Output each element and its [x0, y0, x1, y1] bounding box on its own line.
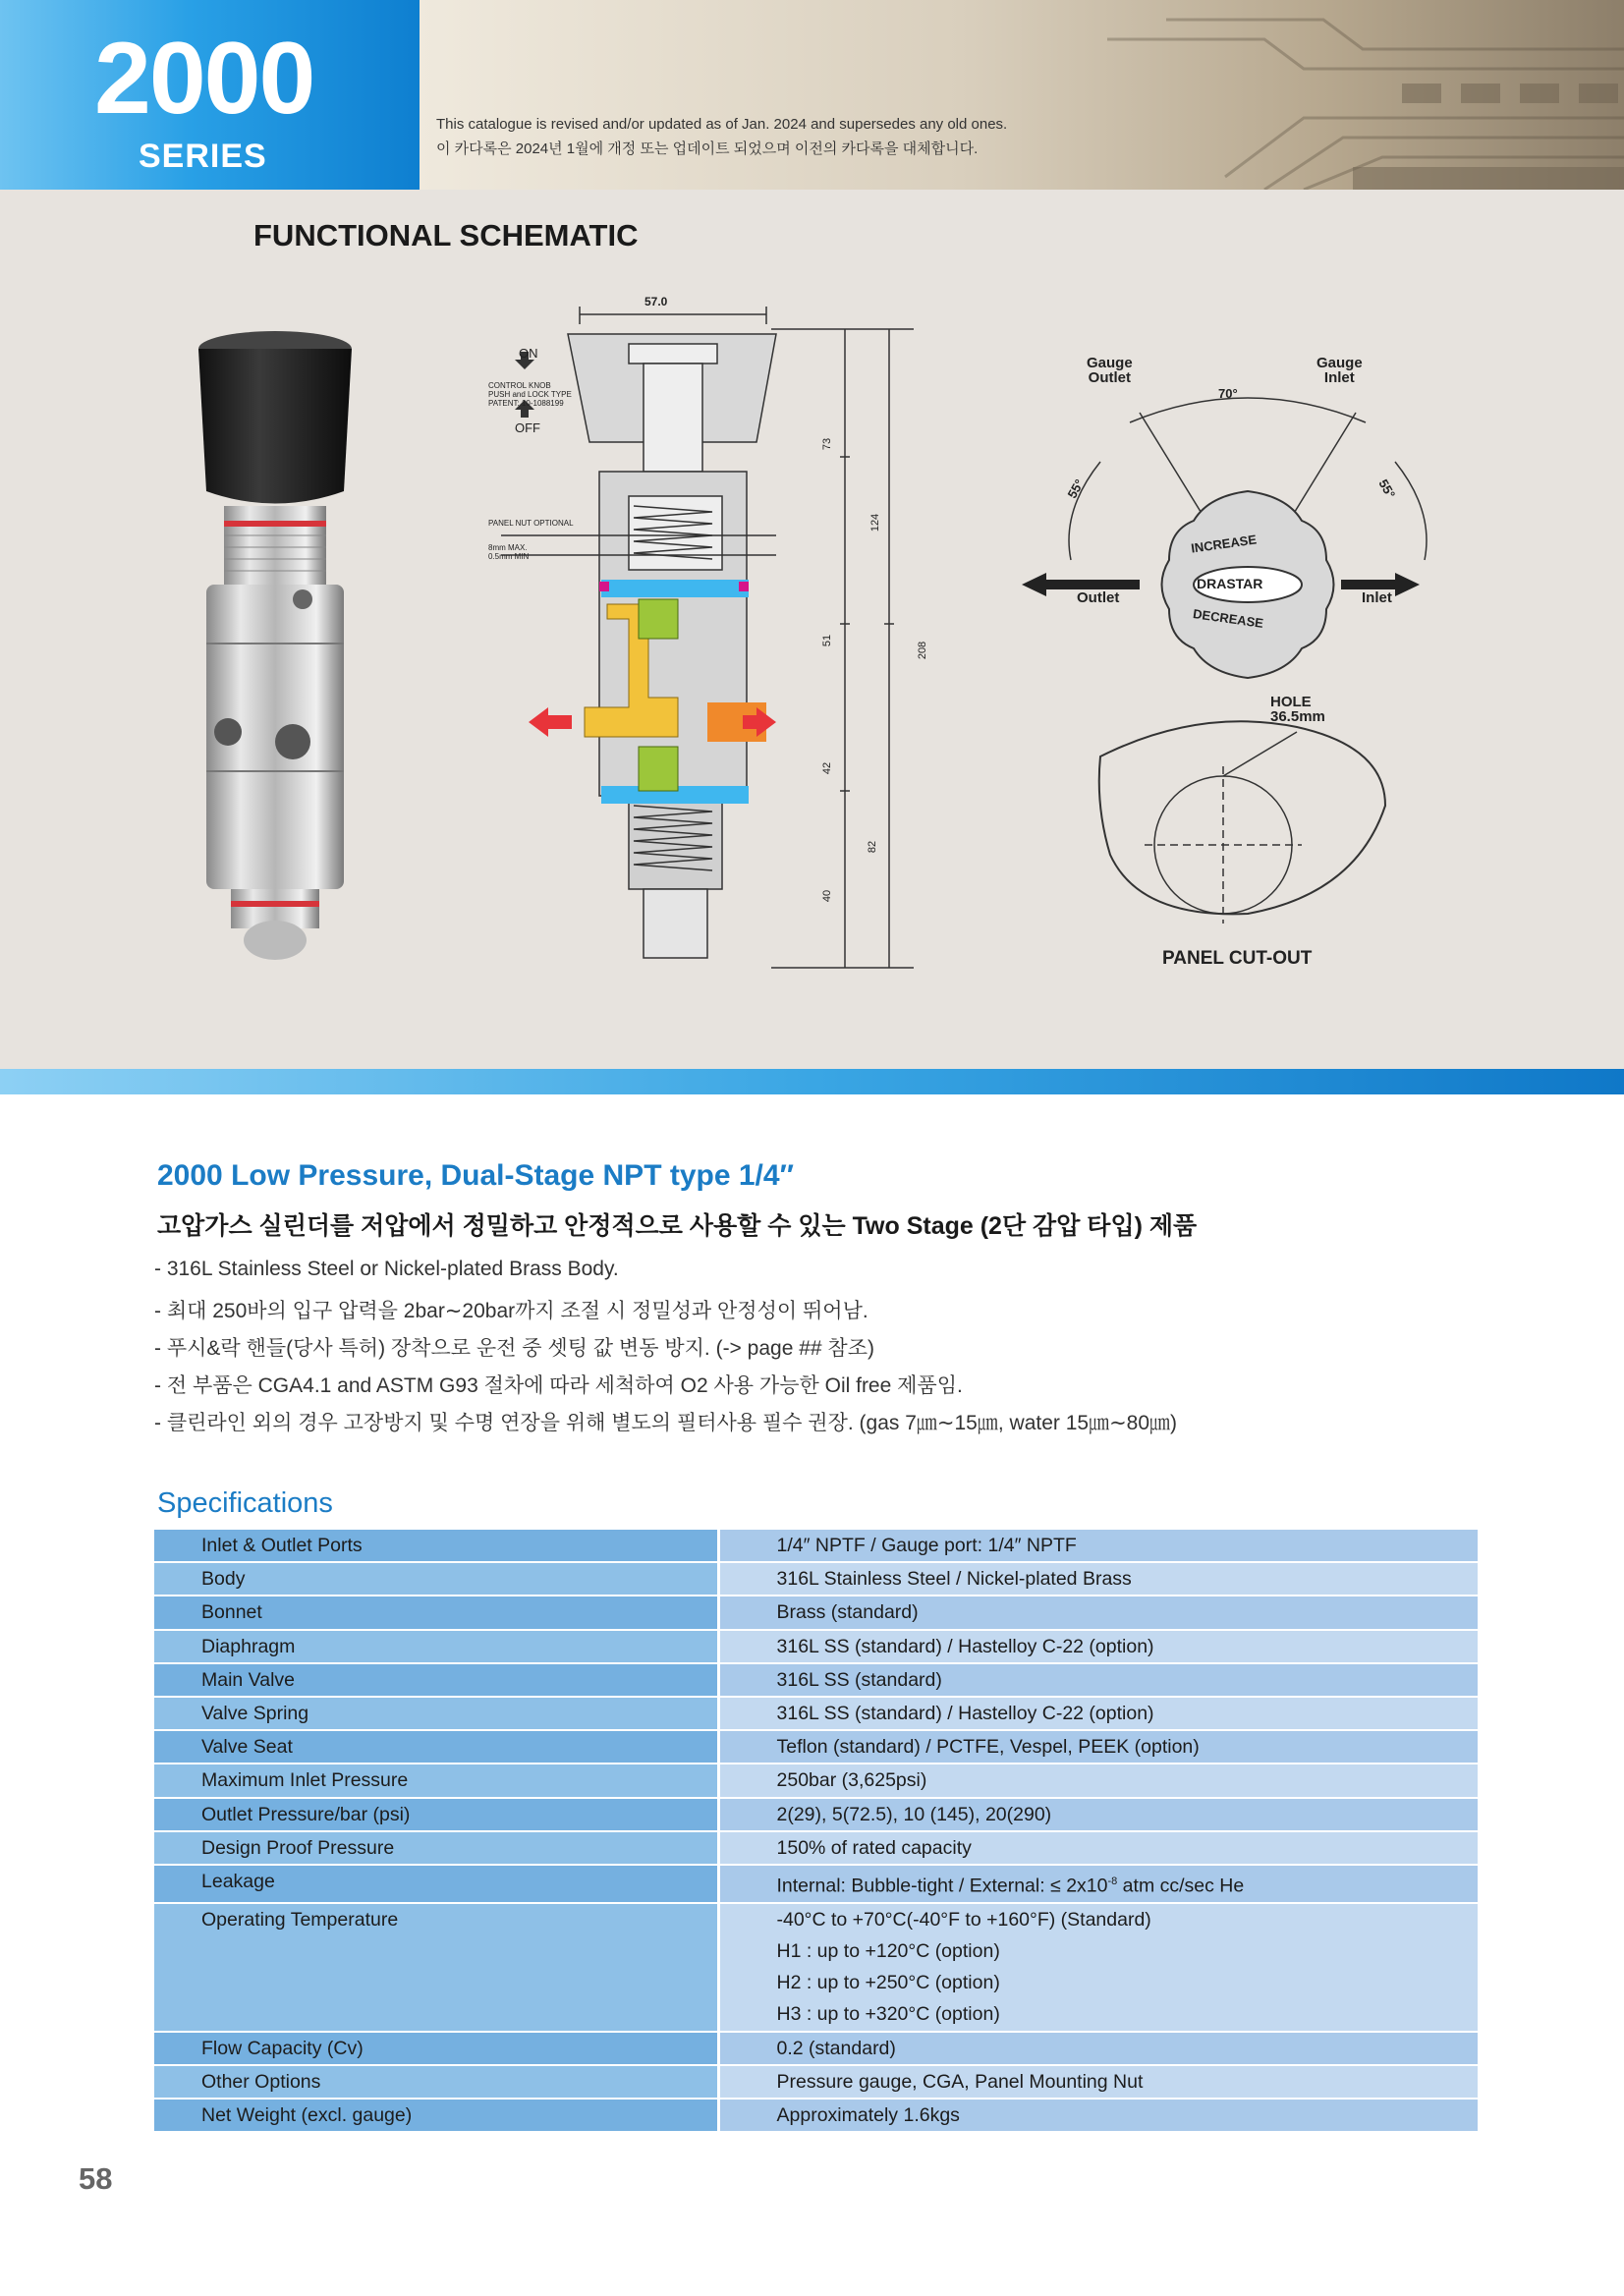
spec-value: Brass (standard)	[718, 1596, 1478, 1629]
spec-value: 150% of rated capacity	[718, 1831, 1478, 1865]
specifications-heading: Specifications	[157, 1487, 333, 1519]
spec-label: Bonnet	[154, 1596, 718, 1629]
spec-label: Leakage	[154, 1865, 718, 1903]
dim-73: 73	[821, 437, 834, 451]
leakage-exponent: -8	[1107, 1876, 1118, 1888]
angle-70-label: 70°	[1218, 386, 1238, 401]
table-row	[154, 1865, 1478, 1903]
spec-value: Pressure gauge, CGA, Panel Mounting Nut	[718, 2065, 1478, 2099]
leakage-prefix: Internal: Bubble-tight / External: ≤ 2x10	[776, 1875, 1108, 1897]
table-row	[154, 1562, 1478, 1596]
table-row	[154, 1831, 1478, 1865]
spec-label: Diaphragm	[154, 1630, 718, 1663]
spec-value-multiline	[718, 1903, 1478, 2032]
feature-item: - 푸시&락 핸들(당사 특허) 장착으로 운전 중 셋팅 값 변동 방지. (-> page ## 참조)	[154, 1337, 874, 1360]
knob-control-line: CONTROL KNOB	[488, 381, 551, 390]
product-subtitle: 고압가스 실린더를 저압에서 정밀하고 안정적으로 사용할 수 있는 Two Stage (2단 감압 타입) 제품	[157, 1212, 1198, 1240]
thickness-min: 0.5mm MIN	[488, 552, 530, 561]
revision-note-en: This catalogue is revised and/or updated as of Jan. 2024 and supersedes any old ones.	[436, 116, 1008, 133]
feature-item: - 최대 250바의 입구 압력을 2bar∼20bar까지 조절 시 정밀성과 안정성이 뛰어남.	[154, 1300, 868, 1322]
spec-value: 316L SS (standard) / Hastelloy C-22 (option)	[718, 1697, 1478, 1730]
hole-label	[1270, 695, 1325, 724]
panel-nut-label: PANEL NUT OPTIONAL	[488, 519, 574, 528]
dim-208: 208	[917, 641, 929, 660]
series-word: SERIES	[139, 138, 267, 175]
spec-label: Net Weight (excl. gauge)	[154, 2099, 718, 2132]
table-row	[154, 1596, 1478, 1629]
feature-item: - 전 부품은 CGA4.1 and ASTM G93 절차에 따라 세척하여 O2 사용 가능한 Oil free 제품임.	[154, 1374, 963, 1397]
spec-value: 1/4″ NPTF / Gauge port: 1/4″ NPTF	[718, 1530, 1478, 1562]
section-divider-bar	[0, 1069, 1624, 1094]
table-row	[154, 1630, 1478, 1663]
spec-label: Main Valve	[154, 1663, 718, 1697]
spec-value: 0.2 (standard)	[718, 2032, 1478, 2065]
outlet-label: Outlet	[1077, 589, 1120, 606]
table-row	[154, 1730, 1478, 1764]
knob-push-line: PUSH and LOCK TYPE	[488, 390, 572, 399]
angle-55-right-label: 55°	[1375, 476, 1399, 501]
table-row	[154, 1530, 1478, 1562]
spec-value-line: H1 : up to +120°C (option)	[776, 1939, 1000, 1962]
dim-40: 40	[821, 889, 834, 903]
schematic-title: FUNCTIONAL SCHEMATIC	[253, 218, 639, 252]
page-number: 58	[79, 2161, 113, 2196]
dim-width-label: 57.0	[644, 295, 668, 308]
top-view-drawing	[1002, 383, 1444, 973]
spec-label: Outlet Pressure/bar (psi)	[154, 1798, 718, 1831]
spec-value: 316L Stainless Steel / Nickel-plated Brass	[718, 1562, 1478, 1596]
dim-51: 51	[821, 634, 834, 647]
spec-value-line: H2 : up to +250°C (option)	[776, 1972, 1000, 1994]
spec-value: 2(29), 5(72.5), 10 (145), 20(290)	[718, 1798, 1478, 1831]
thickness-max: 8mm MAX.	[488, 543, 528, 552]
feature-item: - 클린라인 외의 경우 고장방지 및 수명 연장을 위해 별도의 필터사용 필수 권장. (gas 7㎛∼15㎛, water 15㎛∼80㎛)	[154, 1412, 1178, 1434]
knob-off-label: OFF	[515, 420, 540, 435]
regulator-photo	[177, 319, 403, 968]
table-row	[154, 1903, 1478, 2032]
knob-patent-line: PATENT: 10-1088199	[488, 399, 564, 408]
series-number: 2000	[94, 22, 314, 136]
spec-label: Valve Seat	[154, 1730, 718, 1764]
gauge-outlet-label: Gauge Outlet	[1087, 355, 1133, 386]
table-row	[154, 1663, 1478, 1697]
table-row	[154, 1697, 1478, 1730]
spec-label: Operating Temperature	[154, 1903, 718, 2032]
table-row	[154, 2065, 1478, 2099]
spec-label: Valve Spring	[154, 1697, 718, 1730]
dial-increase-label: INCREASE	[1190, 532, 1258, 556]
spec-value: 316L SS (standard) / Hastelloy C-22 (option)	[718, 1630, 1478, 1663]
spec-label: Body	[154, 1562, 718, 1596]
dim-42: 42	[821, 761, 834, 775]
spec-value: 250bar (3,625psi)	[718, 1764, 1478, 1797]
specifications-table	[154, 1530, 1478, 2133]
dial-brand-label: DRASTAR	[1197, 576, 1263, 591]
header-banner-image	[420, 0, 1624, 190]
panel-cutout-label: PANEL CUT-OUT	[1162, 948, 1313, 969]
spec-value: Teflon (standard) / PCTFE, Vespel, PEEK (option)	[718, 1730, 1478, 1764]
spec-value: 316L SS (standard)	[718, 1663, 1478, 1697]
spec-label: Flow Capacity (Cv)	[154, 2032, 718, 2065]
table-row	[154, 1798, 1478, 1831]
hole-word: HOLE	[1270, 694, 1312, 710]
spec-value: Approximately 1.6kgs	[718, 2099, 1478, 2132]
gauge-inlet-label: Gauge Inlet	[1316, 355, 1363, 386]
table-row	[154, 1764, 1478, 1797]
dim-124: 124	[869, 513, 882, 532]
angle-55-left-label: 55°	[1064, 476, 1088, 501]
table-row	[154, 2099, 1478, 2132]
product-title: 2000 Low Pressure, Dual-Stage NPT type 1/4″	[157, 1159, 794, 1192]
knob-control-label	[488, 381, 572, 408]
hole-size: 36.5mm	[1270, 708, 1325, 725]
spec-label: Inlet & Outlet Ports	[154, 1530, 718, 1562]
table-row	[154, 2032, 1478, 2065]
spec-value-leakage	[718, 1865, 1478, 1903]
inlet-label: Inlet	[1362, 589, 1392, 606]
spec-label: Design Proof Pressure	[154, 1831, 718, 1865]
thickness-label	[488, 543, 529, 561]
feature-item: - 316L Stainless Steel or Nickel-plated Brass Body.	[154, 1258, 619, 1280]
knob-on-label: ON	[519, 346, 538, 361]
spec-value-line: H3 : up to +320°C (option)	[776, 2003, 1000, 2026]
spec-label: Other Options	[154, 2065, 718, 2099]
leakage-suffix: atm cc/sec He	[1117, 1875, 1245, 1897]
dim-82: 82	[867, 840, 879, 854]
spec-label: Maximum Inlet Pressure	[154, 1764, 718, 1797]
dial-decrease-label: DECREASE	[1192, 606, 1264, 631]
spec-value-line: -40°C to +70°C(-40°F to +160°F) (Standard)	[776, 1908, 1151, 1931]
circuit-board-image	[420, 0, 1624, 190]
revision-note-ko: 이 카다록은 2024년 1월에 개정 또는 업데이트 되었으며 이전의 카다록을 대체합니다.	[436, 140, 979, 157]
